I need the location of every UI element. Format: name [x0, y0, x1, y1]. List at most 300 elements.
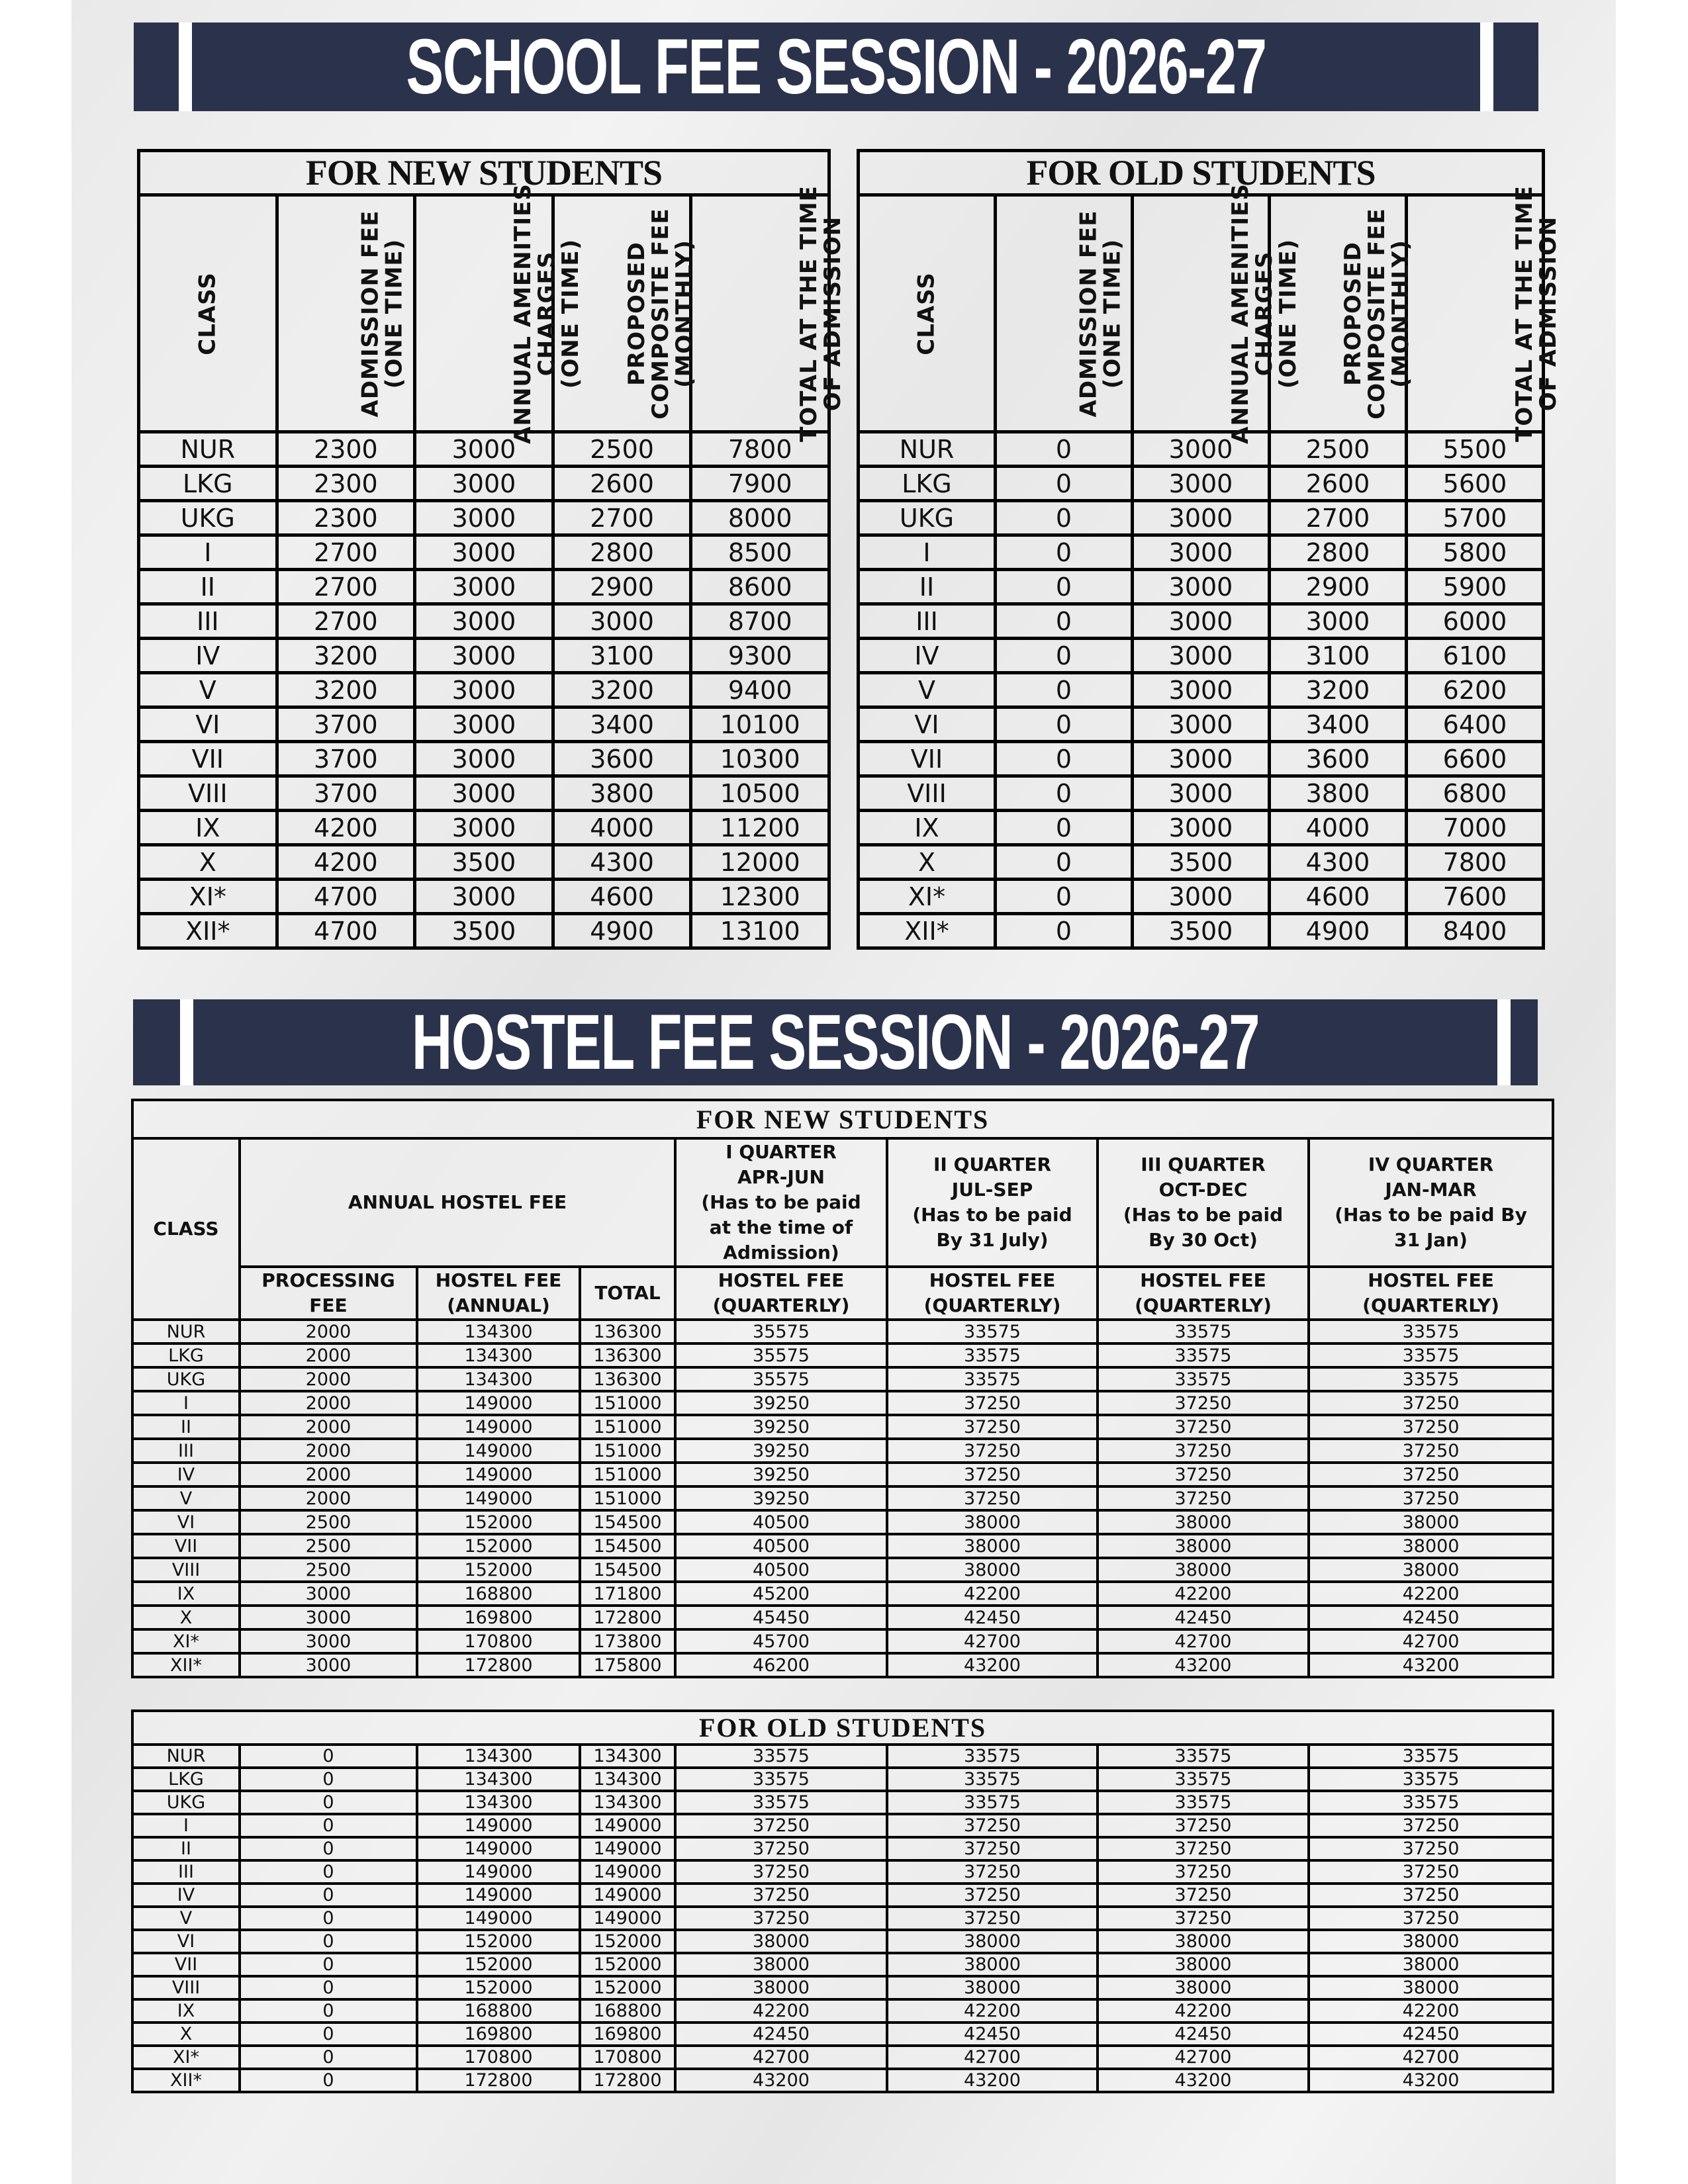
fee-cell: 2600	[553, 467, 691, 501]
class-cell: II	[132, 1837, 240, 1860]
section-title: FOR OLD STUDENTS	[132, 1711, 1553, 1745]
fee-cell: 37250	[1098, 1814, 1309, 1837]
fee-cell: 42700	[1309, 1629, 1553, 1653]
fee-cell: 168800	[417, 1582, 580, 1606]
class-cell: IX	[139, 811, 277, 845]
fee-cell: 2000	[240, 1486, 417, 1510]
fee-cell: 0	[996, 467, 1133, 501]
fee-cell: 149000	[417, 1391, 580, 1415]
class-cell: III	[132, 1439, 240, 1463]
fee-cell: 4900	[1270, 914, 1407, 948]
table-row	[859, 742, 1544, 776]
fee-cell: 0	[240, 1953, 417, 1976]
class-cell: V	[859, 673, 996, 707]
table-row	[132, 1814, 1553, 1837]
fee-cell: 4700	[277, 880, 415, 914]
table-row	[132, 1837, 1553, 1860]
fee-cell: 37250	[1309, 1463, 1553, 1486]
school-fee-banner	[134, 23, 1538, 111]
table-row	[139, 707, 829, 742]
fee-cell: 42700	[1309, 2046, 1553, 2069]
fee-cell: 0	[996, 673, 1133, 707]
hostel-fee-new-students-table	[131, 1099, 1554, 1678]
class-cell: VIII	[139, 776, 277, 811]
fee-cell: 3000	[553, 604, 691, 639]
fee-cell: 149000	[417, 1837, 580, 1860]
fee-cell: 3200	[277, 673, 415, 707]
fee-cell: 2900	[1270, 570, 1407, 604]
fee-cell: 2500	[240, 1558, 417, 1582]
fee-cell: 46200	[675, 1653, 887, 1677]
fee-cell: 3000	[1133, 467, 1270, 501]
fee-cell: 5900	[1407, 570, 1544, 604]
fee-cell: 3000	[1133, 673, 1270, 707]
fee-cell: 10100	[691, 707, 829, 742]
fee-cell: 37250	[1309, 1439, 1553, 1463]
fee-cell: 45700	[675, 1629, 887, 1653]
fee-cell: 38000	[675, 1930, 887, 1953]
fee-cell: 33575	[1098, 1745, 1309, 1768]
fee-cell: 170800	[417, 2046, 580, 2069]
fee-cell: 134300	[417, 1343, 580, 1367]
table-row	[139, 501, 829, 535]
fee-cell: 42450	[1098, 2023, 1309, 2046]
fee-cell: 3500	[1133, 845, 1270, 880]
fee-cell: 152000	[417, 1953, 580, 1976]
fee-cell: 0	[240, 1930, 417, 1953]
fee-cell: 40500	[675, 1534, 887, 1558]
fee-cell: 43200	[1098, 2069, 1309, 2092]
class-cell: II	[139, 570, 277, 604]
fee-cell: 3600	[1270, 742, 1407, 776]
table-row	[859, 845, 1544, 880]
fee-cell: 37250	[1098, 1439, 1309, 1463]
table-row	[139, 880, 829, 914]
fee-cell: 151000	[580, 1415, 675, 1439]
fee-cell: 3500	[415, 914, 553, 948]
class-cell: XI*	[859, 880, 996, 914]
table-row	[859, 639, 1544, 673]
fee-cell: 3100	[1270, 639, 1407, 673]
fee-cell: 37250	[1098, 1837, 1309, 1860]
fee-cell: 43200	[887, 2069, 1098, 2092]
fee-cell: 0	[240, 1837, 417, 1860]
fee-cell: 37250	[887, 1463, 1098, 1486]
fee-cell: 37250	[887, 1415, 1098, 1439]
fee-cell: 33575	[1309, 1320, 1553, 1343]
fee-cell: 37250	[1309, 1486, 1553, 1510]
fee-cell: 0	[240, 2069, 417, 2092]
fee-cell: 33575	[887, 1791, 1098, 1814]
fee-cell: 0	[996, 707, 1133, 742]
fee-cell: 35575	[675, 1367, 887, 1391]
fee-cell: 7800	[1407, 845, 1544, 880]
fee-cell: 152000	[417, 1930, 580, 1953]
table-row	[139, 604, 829, 639]
fee-cell: 3600	[553, 742, 691, 776]
table-row	[132, 1907, 1553, 1930]
fee-cell: 42700	[1098, 1629, 1309, 1653]
fee-cell: 152000	[417, 1976, 580, 1999]
table-row	[132, 1768, 1553, 1791]
fee-cell: 4600	[553, 880, 691, 914]
fee-cell: 33575	[887, 1745, 1098, 1768]
table-row	[132, 1415, 1553, 1439]
class-cell: XI*	[132, 2046, 240, 2069]
fee-cell: 2900	[553, 570, 691, 604]
column-header-label: PROPOSED COMPOSITE FEE (MONTHLY)	[1339, 207, 1414, 420]
class-cell: I	[139, 535, 277, 570]
class-cell: V	[132, 1907, 240, 1930]
fee-cell: 5700	[1407, 501, 1544, 535]
class-cell: XI*	[132, 1629, 240, 1653]
fee-cell: 2500	[1270, 432, 1407, 467]
sub-header: HOSTEL FEE (QUARTERLY)	[1098, 1267, 1309, 1320]
table-row	[139, 639, 829, 673]
table-row	[132, 1884, 1553, 1907]
fee-cell: 134300	[580, 1745, 675, 1768]
fee-cell: 7600	[1407, 880, 1544, 914]
table-row	[859, 535, 1544, 570]
fee-cell: 33575	[1098, 1320, 1309, 1343]
column-header-label: TOTAL AT THE TIME OF ADMISSION	[796, 185, 847, 442]
fee-cell: 169800	[580, 2023, 675, 2046]
fee-cell: 149000	[417, 1884, 580, 1907]
table-row	[859, 570, 1544, 604]
fee-cell: 4200	[277, 811, 415, 845]
class-cell: UKG	[132, 1367, 240, 1391]
fee-cell: 170800	[417, 1629, 580, 1653]
fee-cell: 3000	[1133, 570, 1270, 604]
class-cell: IV	[132, 1463, 240, 1486]
column-header	[1133, 183, 1301, 444]
fee-cell: 38000	[887, 1534, 1098, 1558]
fee-cell: 42200	[887, 1999, 1098, 2023]
fee-cell: 6100	[1407, 639, 1544, 673]
fee-cell: 3700	[277, 742, 415, 776]
table-row	[139, 914, 829, 948]
table-row	[132, 1745, 1553, 1768]
fee-cell: 149000	[417, 1486, 580, 1510]
fee-cell: 3000	[240, 1629, 417, 1653]
fee-cell: 170800	[580, 2046, 675, 2069]
fee-cell: 37250	[1309, 1884, 1553, 1907]
class-cell: V	[132, 1486, 240, 1510]
table-row	[859, 501, 1544, 535]
column-header	[415, 183, 585, 444]
banner-stripe-left	[180, 999, 193, 1085]
class-cell: LKG	[132, 1343, 240, 1367]
class-cell: NUR	[132, 1745, 240, 1768]
class-cell: IX	[859, 811, 996, 845]
fee-cell: 38000	[887, 1930, 1098, 1953]
table-row	[132, 2069, 1553, 2092]
fee-cell: 136300	[580, 1320, 675, 1343]
column-header-label: ADMISSION FEE (ONE TIME)	[1075, 210, 1126, 417]
fee-cell: 3200	[277, 639, 415, 673]
fee-cell: 37250	[1098, 1884, 1309, 1907]
class-cell: I	[859, 535, 996, 570]
table-body	[859, 432, 1544, 948]
fee-cell: 0	[996, 914, 1133, 948]
column-header	[1407, 185, 1562, 442]
table-row	[859, 880, 1544, 914]
fee-cell: 37250	[887, 1391, 1098, 1415]
fee-cell: 136300	[580, 1343, 675, 1367]
fee-cell: 151000	[580, 1486, 675, 1510]
fee-cell: 42450	[887, 1606, 1098, 1629]
fee-cell: 33575	[675, 1768, 887, 1791]
fee-cell: 2000	[240, 1439, 417, 1463]
fee-cell: 2500	[240, 1510, 417, 1534]
fee-cell: 3000	[415, 639, 553, 673]
fee-cell: 3000	[1133, 811, 1270, 845]
column-header-label: ADMISSION FEE (ONE TIME)	[357, 210, 408, 417]
column-header-label: ANNUAL AMENITIES CHARGES (ONE TIME)	[510, 183, 585, 444]
column-header-label: CLASS	[913, 271, 940, 355]
sub-header: HOSTEL FEE (QUARTERLY)	[1309, 1267, 1553, 1320]
class-cell: IX	[132, 1999, 240, 2023]
fee-cell: 38000	[1309, 1534, 1553, 1558]
fee-cell: 38000	[1309, 1510, 1553, 1534]
fee-cell: 2000	[240, 1415, 417, 1439]
fee-cell: 38000	[887, 1976, 1098, 1999]
table-row	[859, 914, 1544, 948]
column-header	[139, 195, 277, 432]
fee-cell: 3500	[415, 845, 553, 880]
section-title: FOR NEW STUDENTS	[139, 151, 829, 195]
fee-cell: 0	[240, 1999, 417, 2023]
fee-cell: 38000	[887, 1953, 1098, 1976]
fee-cell: 134300	[417, 1745, 580, 1768]
section-title: FOR NEW STUDENTS	[132, 1100, 1553, 1138]
table-row	[132, 1391, 1553, 1415]
class-cell: VIII	[859, 776, 996, 811]
table-row	[859, 811, 1544, 845]
fee-cell: 2800	[1270, 535, 1407, 570]
fee-cell: 2300	[277, 501, 415, 535]
fee-cell: 38000	[675, 1976, 887, 1999]
fee-cell: 149000	[417, 1439, 580, 1463]
fee-cell: 3000	[1133, 776, 1270, 811]
fee-cell: 45450	[675, 1606, 887, 1629]
class-cell: II	[859, 570, 996, 604]
class-cell: XII*	[859, 914, 996, 948]
class-cell: III	[859, 604, 996, 639]
fee-cell: 37250	[1098, 1907, 1309, 1930]
fee-cell: 39250	[675, 1391, 887, 1415]
fee-cell: 3000	[415, 811, 553, 845]
fee-cell: 37250	[1098, 1415, 1309, 1439]
table-row	[132, 1629, 1553, 1653]
class-cell: XI*	[139, 880, 277, 914]
class-cell: VI	[139, 707, 277, 742]
fee-cell: 3400	[1270, 707, 1407, 742]
fee-cell: 33575	[675, 1791, 887, 1814]
fee-cell: 173800	[580, 1629, 675, 1653]
table-row	[132, 1463, 1553, 1486]
table-row	[132, 1486, 1553, 1510]
fee-cell: 0	[240, 1907, 417, 1930]
fee-cell: 0	[996, 880, 1133, 914]
fee-cell: 3000	[415, 776, 553, 811]
column-header	[996, 195, 1133, 432]
fee-cell: 0	[996, 639, 1133, 673]
fee-cell: 37250	[1098, 1860, 1309, 1884]
fee-cell: 39250	[675, 1415, 887, 1439]
fee-cell: 6600	[1407, 742, 1544, 776]
fee-cell: 3000	[415, 742, 553, 776]
fee-cell: 42200	[887, 1582, 1098, 1606]
fee-cell: 42450	[675, 2023, 887, 2046]
fee-cell: 172800	[417, 2069, 580, 2092]
school-fee-title: SCHOOL FEE SESSION - 2026-27	[406, 23, 1266, 111]
table-body	[139, 432, 829, 948]
column-header	[277, 195, 415, 432]
fee-cell: 42450	[1309, 2023, 1553, 2046]
fee-cell: 42700	[1098, 2046, 1309, 2069]
fee-cell: 39250	[675, 1486, 887, 1510]
table-row	[132, 1930, 1553, 1953]
table-row	[139, 535, 829, 570]
fee-cell: 3000	[415, 673, 553, 707]
fee-cell: 4000	[553, 811, 691, 845]
table-row	[132, 1343, 1553, 1367]
fee-cell: 3000	[415, 432, 553, 467]
fee-cell: 152000	[580, 1953, 675, 1976]
fee-cell: 9300	[691, 639, 829, 673]
class-cell: NUR	[859, 432, 996, 467]
table-row	[859, 604, 1544, 639]
fee-cell: 134300	[417, 1320, 580, 1343]
hostel-fee-title: HOSTEL FEE SESSION - 2026-27	[411, 999, 1260, 1085]
fee-cell: 38000	[1309, 1976, 1553, 1999]
fee-cell: 13100	[691, 914, 829, 948]
fee-cell: 10300	[691, 742, 829, 776]
fee-cell: 33575	[887, 1768, 1098, 1791]
class-cell: UKG	[139, 501, 277, 535]
table-row	[132, 1653, 1553, 1677]
fee-cell: 3000	[240, 1582, 417, 1606]
table-row	[132, 1953, 1553, 1976]
class-cell: IV	[132, 1884, 240, 1907]
fee-cell: 37250	[887, 1907, 1098, 1930]
fee-cell: 3000	[1133, 604, 1270, 639]
class-cell: NUR	[132, 1320, 240, 1343]
class-cell: VIII	[132, 1976, 240, 1999]
class-cell: X	[139, 845, 277, 880]
fee-cell: 3000	[415, 880, 553, 914]
table-row	[132, 1534, 1553, 1558]
fee-cell: 168800	[580, 1999, 675, 2023]
class-cell: I	[132, 1814, 240, 1837]
class-header: CLASS	[132, 1138, 240, 1320]
fee-cell: 152000	[580, 1976, 675, 1999]
fee-cell: 134300	[417, 1367, 580, 1391]
fee-cell: 7900	[691, 467, 829, 501]
fee-cell: 171800	[580, 1582, 675, 1606]
table-row	[132, 1582, 1553, 1606]
table-row	[139, 570, 829, 604]
fee-cell: 3000	[1133, 880, 1270, 914]
fee-cell: 39250	[675, 1463, 887, 1486]
class-cell: VII	[132, 1534, 240, 1558]
fee-cell: 37250	[675, 1814, 887, 1837]
class-cell: X	[859, 845, 996, 880]
fee-cell: 4300	[1270, 845, 1407, 880]
column-header-label: TOTAL AT THE TIME OF ADMISSION	[1511, 185, 1562, 442]
class-cell: XII*	[132, 2069, 240, 2092]
fee-cell: 149000	[417, 1463, 580, 1486]
table-row	[132, 1791, 1553, 1814]
fee-cell: 11200	[691, 811, 829, 845]
fee-cell: 38000	[675, 1953, 887, 1976]
fee-cell: 4900	[553, 914, 691, 948]
fee-cell: 149000	[417, 1860, 580, 1884]
fee-cell: 42700	[675, 2046, 887, 2069]
fee-cell: 3000	[415, 535, 553, 570]
column-header-label: CLASS	[194, 271, 221, 355]
fee-cell: 3000	[1270, 604, 1407, 639]
school-fee-old-students-table	[857, 149, 1562, 950]
class-cell: NUR	[139, 432, 277, 467]
fee-cell: 0	[996, 535, 1133, 570]
fee-cell: 37250	[1309, 1814, 1553, 1837]
fee-cell: 0	[240, 1860, 417, 1884]
fee-cell: 38000	[1309, 1558, 1553, 1582]
fee-cell: 42700	[887, 1629, 1098, 1653]
fee-cell: 154500	[580, 1534, 675, 1558]
table-row	[139, 845, 829, 880]
fee-cell: 7000	[1407, 811, 1544, 845]
table-row	[859, 673, 1544, 707]
hostel-fee-old-students-table	[131, 1709, 1554, 2093]
fee-cell: 6200	[1407, 673, 1544, 707]
fee-cell: 33575	[887, 1367, 1098, 1391]
table-row	[132, 2046, 1553, 2069]
fee-cell: 2700	[1270, 501, 1407, 535]
fee-cell: 3000	[415, 604, 553, 639]
fee-cell: 0	[240, 2046, 417, 2069]
fee-cell: 33575	[1098, 1791, 1309, 1814]
fee-cell: 2000	[240, 1391, 417, 1415]
fee-cell: 3800	[553, 776, 691, 811]
fee-cell: 3700	[277, 707, 415, 742]
fee-cell: 43200	[675, 2069, 887, 2092]
fee-cell: 2700	[277, 604, 415, 639]
table-row	[859, 432, 1544, 467]
fee-cell: 0	[996, 776, 1133, 811]
fee-cell: 3000	[415, 570, 553, 604]
fee-cell: 134300	[417, 1791, 580, 1814]
table-row	[132, 1606, 1553, 1629]
fee-cell: 8700	[691, 604, 829, 639]
fee-cell: 42200	[675, 1999, 887, 2023]
fee-cell: 0	[996, 501, 1133, 535]
fee-cell: 43200	[1098, 1653, 1309, 1677]
fee-cell: 37250	[887, 1486, 1098, 1510]
class-cell: IV	[859, 639, 996, 673]
table-row	[859, 707, 1544, 742]
fee-cell: 33575	[887, 1320, 1098, 1343]
fee-cell: 2700	[277, 570, 415, 604]
fee-cell: 0	[996, 604, 1133, 639]
fee-cell: 4200	[277, 845, 415, 880]
fee-cell: 42450	[1309, 1606, 1553, 1629]
fee-cell: 38000	[1309, 1930, 1553, 1953]
banner-stripe-right	[1497, 999, 1511, 1085]
fee-cell: 5800	[1407, 535, 1544, 570]
